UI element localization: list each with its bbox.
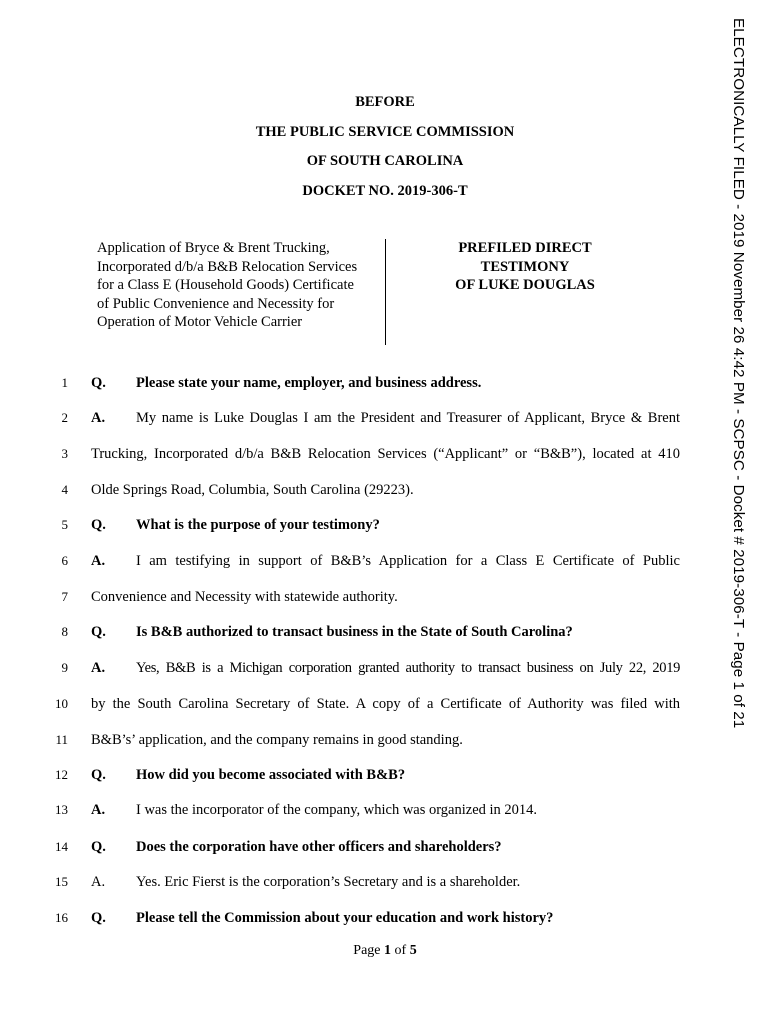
answer-text: Yes. Eric Fierst is the corporation’s Secretary and is a shareholder.	[136, 874, 521, 890]
question-label: Q.	[91, 517, 106, 533]
line-number: 7	[61, 589, 68, 604]
footer-prefix: Page	[353, 943, 385, 958]
testimony-line	[0, 480, 770, 500]
caption-left-line: Incorporated d/b/a B&B Relocation Services	[97, 258, 358, 275]
answer-text: Yes, B&B is a Michigan corporation granted authority to transact business on July 22, 2019	[136, 660, 680, 676]
answer-text: Trucking, Incorporated d/b/a B&B Relocation Services (“Applicant” or “B&B”), located at 410	[91, 446, 680, 462]
electronic-filing-stamp: ELECTRONICALLY FILED - 2019 November 26 4:42 PM - SCPSC - Docket # 2019-306-T - Page 1 of 21	[730, 18, 747, 729]
testimony-line	[0, 800, 770, 820]
line-number: 2	[61, 410, 68, 425]
testimony-line	[0, 694, 770, 714]
caption-divider	[385, 239, 386, 345]
page-footer	[0, 943, 770, 959]
heading-state: OF SOUTH CAROLINA	[306, 153, 464, 169]
testimony-line	[0, 908, 770, 928]
case-caption-left	[97, 239, 382, 332]
testimony-line	[0, 765, 770, 785]
line-number: 10	[55, 696, 68, 711]
testimony-line	[0, 373, 770, 393]
testimony-line	[0, 837, 770, 857]
testimony-line	[0, 730, 770, 750]
line-number: 8	[61, 624, 68, 639]
question-label: Q.	[91, 624, 106, 640]
answer-text: My name is Luke Douglas I am the President and Treasurer of Applicant, Bryce & Brent	[136, 410, 680, 426]
line-number: 9	[61, 660, 68, 675]
answer-label: A.	[91, 874, 106, 890]
line-number: 14	[55, 839, 68, 854]
case-caption-right	[400, 239, 650, 295]
answer-label: A.	[91, 802, 106, 818]
line-number: 11	[55, 732, 68, 747]
question-label: Q.	[91, 910, 106, 926]
question-label: Q.	[91, 375, 106, 391]
testimony-line	[0, 551, 770, 571]
line-number: 12	[55, 767, 68, 782]
line-number: 16	[55, 910, 68, 925]
footer-page-total: 5	[409, 943, 417, 958]
testimony-line	[0, 872, 770, 892]
testimony-line	[0, 658, 770, 678]
footer-of: of	[391, 943, 410, 958]
testimony-line	[0, 587, 770, 607]
question-text: What is the purpose of your testimony?	[136, 517, 380, 533]
question-text: Please tell the Commission about your education and work history?	[136, 910, 554, 926]
caption-left-line: Operation of Motor Vehicle Carrier	[97, 314, 303, 330]
line-number: 5	[61, 517, 68, 532]
footer-page-number: 1	[384, 943, 392, 958]
line-number: 13	[55, 802, 68, 817]
caption-left-line: Application of Bryce & Brent Trucking,	[97, 240, 330, 256]
heading-docket: DOCKET NO. 2019-306-T	[302, 183, 468, 199]
testimony-line	[0, 444, 770, 464]
answer-text: I was the incorporator of the company, which was organized in 2014.	[136, 802, 538, 818]
question-text: Please state your name, employer, and business address.	[136, 375, 482, 391]
line-number: 6	[61, 553, 68, 568]
question-label: Q.	[91, 767, 106, 783]
answer-text: B&B’s’ application, and the company remains in good standing.	[91, 732, 463, 748]
testimony-line	[0, 515, 770, 535]
line-number: 4	[61, 482, 68, 497]
answer-text: by the South Carolina Secretary of State. A copy of a Certificate of Authority was filed with	[91, 696, 680, 712]
caption-left-line: of Public Convenience and Necessity for	[97, 295, 335, 312]
question-text: How did you become associated with B&B?	[136, 767, 406, 783]
answer-text: Convenience and Necessity with statewide authority.	[91, 589, 398, 605]
caption-left-line: for a Class E (Household Goods) Certificate	[97, 277, 354, 293]
line-number: 15	[55, 874, 68, 889]
question-label: Q.	[91, 839, 106, 855]
question-text: Does the corporation have other officers and shareholders?	[136, 839, 502, 855]
answer-label: A.	[91, 553, 106, 569]
answer-text: I am testifying in support of B&B’s Application for a Class E Certificate of Public	[136, 553, 680, 569]
caption-right-line: OF LUKE DOUGLAS	[455, 277, 595, 293]
answer-text: Olde Springs Road, Columbia, South Carolina (29223).	[91, 482, 414, 498]
caption-right-line: PREFILED DIRECT	[458, 240, 592, 256]
answer-label: A.	[91, 410, 106, 426]
heading-before: BEFORE	[355, 94, 415, 110]
line-number: 3	[61, 446, 68, 461]
question-text: Is B&B authorized to transact business in the State of South Carolina?	[136, 624, 573, 640]
testimony-line	[0, 408, 770, 428]
caption-right-line: TESTIMONY	[480, 258, 570, 275]
heading-commission: THE PUBLIC SERVICE COMMISSION	[255, 124, 515, 140]
line-number: 1	[61, 375, 68, 390]
testimony-line	[0, 622, 770, 642]
answer-label: A.	[91, 660, 106, 676]
